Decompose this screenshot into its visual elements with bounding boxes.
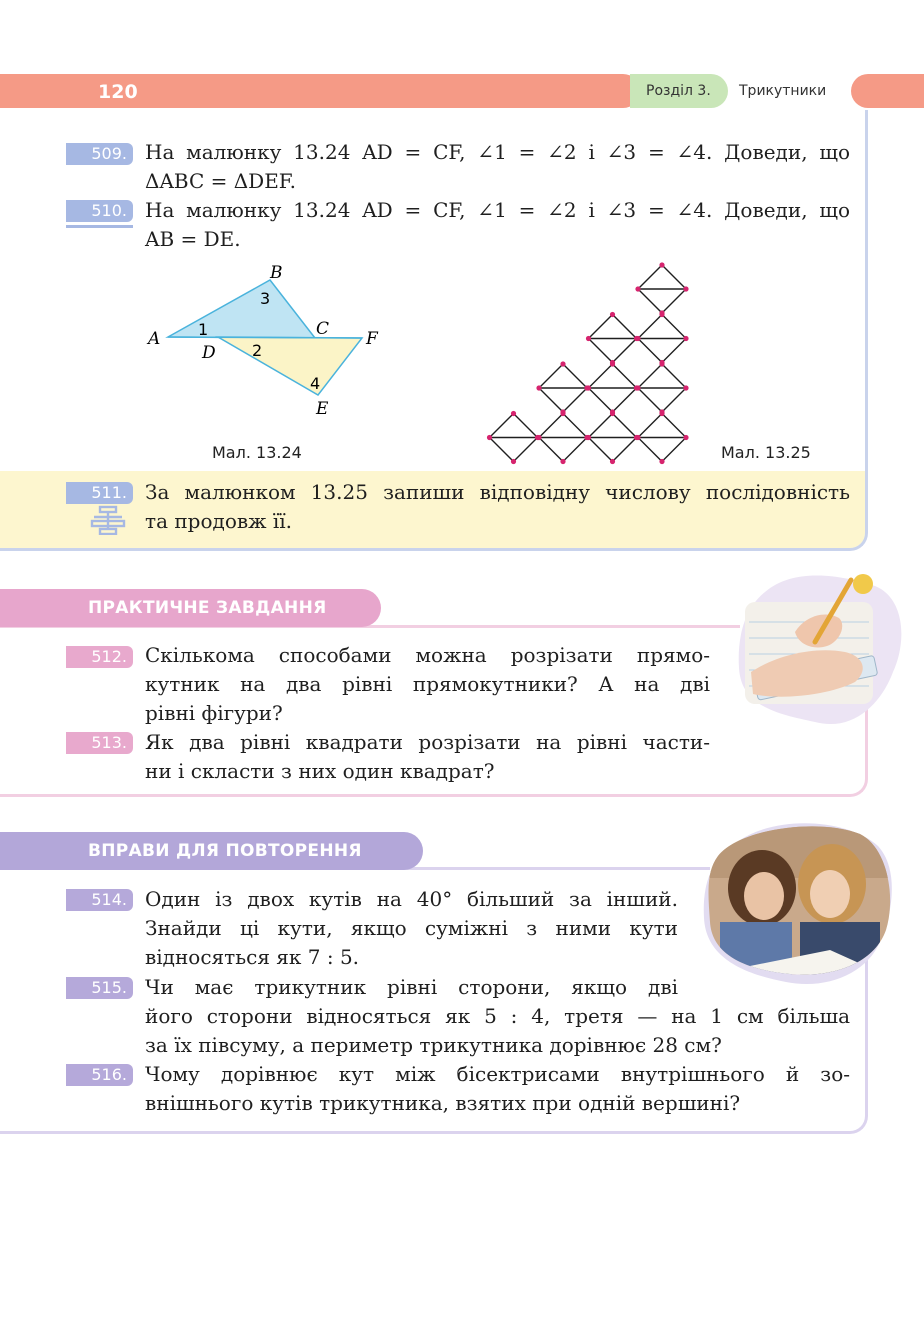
diamond-shape (586, 361, 639, 414)
match-head-dot (536, 435, 541, 440)
label-angle-1: 1 (198, 320, 209, 339)
match-head-dot (659, 409, 664, 414)
header-tab (851, 74, 924, 108)
match-head-dot (635, 435, 640, 440)
problem-513-line-1: Як два рівні квадрати розрізати на рівні части- (145, 730, 710, 754)
match-head-dot (635, 286, 640, 291)
problem-513-line-2: ни і скласти з них один квадрат? (145, 759, 495, 783)
problem-512-line-1: Скількома способами можна розрізати прямо- (145, 643, 710, 667)
label-d: D (202, 343, 216, 363)
diamond-shape (635, 262, 688, 315)
problem-516-line-2: внішнього кутів трикутника, взятих при одній вершині? (145, 1091, 741, 1115)
problem-515-line-2: його сторони відносяться як 5 : 4, третя — на 1 см більша (145, 1004, 850, 1028)
problem-number-510: 510. (66, 200, 133, 222)
problem-512-line-3: рівні фігури? (145, 701, 283, 725)
problem-515-line-3: за їх півсуму, а периметр трикутника дорівнює 28 см? (145, 1033, 722, 1057)
match-head-dot (610, 409, 615, 414)
diamond-shape (586, 312, 639, 365)
figure-13-25 (485, 255, 695, 470)
problem-number-515: 515. (66, 977, 133, 999)
page-number: 120 (98, 81, 138, 103)
label-e: E (316, 399, 329, 419)
diamond-shape (536, 361, 589, 414)
problem-514-line-3: відносяться як 7 : 5. (145, 945, 360, 969)
match-head-dot (683, 435, 688, 440)
problem-510-underline (66, 225, 133, 228)
match-head-dot (610, 360, 615, 365)
match-head-dot (487, 435, 492, 440)
problem-514-line-2: Знайди ці кути, якщо суміжні з ними кути (145, 916, 678, 940)
match-head-dot (659, 310, 664, 315)
label-c: C (316, 319, 330, 339)
label-b: B (270, 263, 283, 283)
problem-number-512: 512. (66, 646, 133, 668)
match-head-dot (659, 360, 664, 365)
label-a: A (148, 329, 161, 349)
practical-photo (735, 572, 903, 730)
match-head-dot (586, 385, 591, 390)
match-head-dot (610, 312, 615, 317)
problem-510-line-1: На малюнку 13.24 AD = CF, ∠1 = ∠2 і ∠3 = ∠4. Доведи, що (145, 198, 850, 222)
triangle-def (218, 337, 362, 395)
problem-509-line-1: На малюнку 13.24 AD = CF, ∠1 = ∠2 і ∠3 = ∠4. Доведи, що (145, 140, 850, 164)
match-head-dot (635, 336, 640, 341)
match-head-dot (683, 286, 688, 291)
label-f: F (366, 329, 378, 349)
problem-number-513: 513. (66, 732, 133, 754)
match-head-dot (635, 385, 640, 390)
triangle-abc (168, 280, 315, 338)
practical-heading: ПРАКТИЧНЕ ЗАВДАННЯ (0, 589, 381, 627)
diamond-shape (635, 411, 688, 464)
label-angle-3: 3 (260, 289, 271, 308)
match-head-dot (659, 262, 664, 267)
review-heading: ВПРАВИ ДЛЯ ПОВТОРЕННЯ (0, 832, 423, 870)
match-head-dot (560, 409, 565, 414)
match-head-dot (683, 385, 688, 390)
diamond-shape (536, 411, 589, 464)
problem-number-511: 511. (66, 482, 133, 504)
review-photo (700, 818, 896, 990)
problem-514-line-1: Один із двох кутів на 40° більший за інший. (145, 887, 678, 911)
match-head-dot (536, 385, 541, 390)
problem-number-514: 514. (66, 889, 133, 911)
label-angle-2: 2 (252, 341, 263, 360)
match-head-dot (560, 459, 565, 464)
header-bar (0, 74, 640, 108)
problem-number-509: 509. (66, 143, 133, 165)
problem-number-516: 516. (66, 1064, 133, 1086)
label-angle-4: 4 (310, 374, 321, 393)
problem-509-line-2: ΔABC = ΔDEF. (145, 169, 296, 193)
chapter-label: Розділ 3. (630, 74, 728, 108)
match-head-dot (560, 361, 565, 366)
diamond-shape (487, 411, 540, 464)
figure-13-24 (140, 260, 390, 420)
match-head-dot (586, 435, 591, 440)
match-head-dot (659, 459, 664, 464)
diamond-shape (586, 411, 639, 464)
problem-510-line-2: AB = DE. (145, 227, 241, 251)
problem-511-line-1: За малюнком 13.25 запиши відповідну числову послідовність (145, 480, 850, 504)
match-head-dot (511, 411, 516, 416)
sun-icon (853, 574, 873, 594)
match-head-dot (610, 459, 615, 464)
problem-512-line-2: кутник на два рівні прямокутники? А на дві (145, 672, 710, 696)
diamond-shape (635, 361, 688, 414)
problem-516-line-1: Чому дорівнює кут між бісектрисами внутрішнього й зо- (145, 1062, 850, 1086)
caption-13-25: Мал. 13.25 (721, 443, 811, 462)
problem-515-line-1: Чи має трикутник рівні сторони, якщо дві (145, 975, 678, 999)
problem-511-line-2: та продовж її. (145, 509, 293, 533)
match-head-dot (586, 336, 591, 341)
chapter-title: Трикутники (739, 83, 827, 99)
caption-13-24: Мал. 13.24 (212, 443, 302, 462)
match-head-dot (683, 336, 688, 341)
group-work-icon (90, 505, 126, 535)
diamond-shape (635, 312, 688, 365)
match-head-dot (511, 459, 516, 464)
